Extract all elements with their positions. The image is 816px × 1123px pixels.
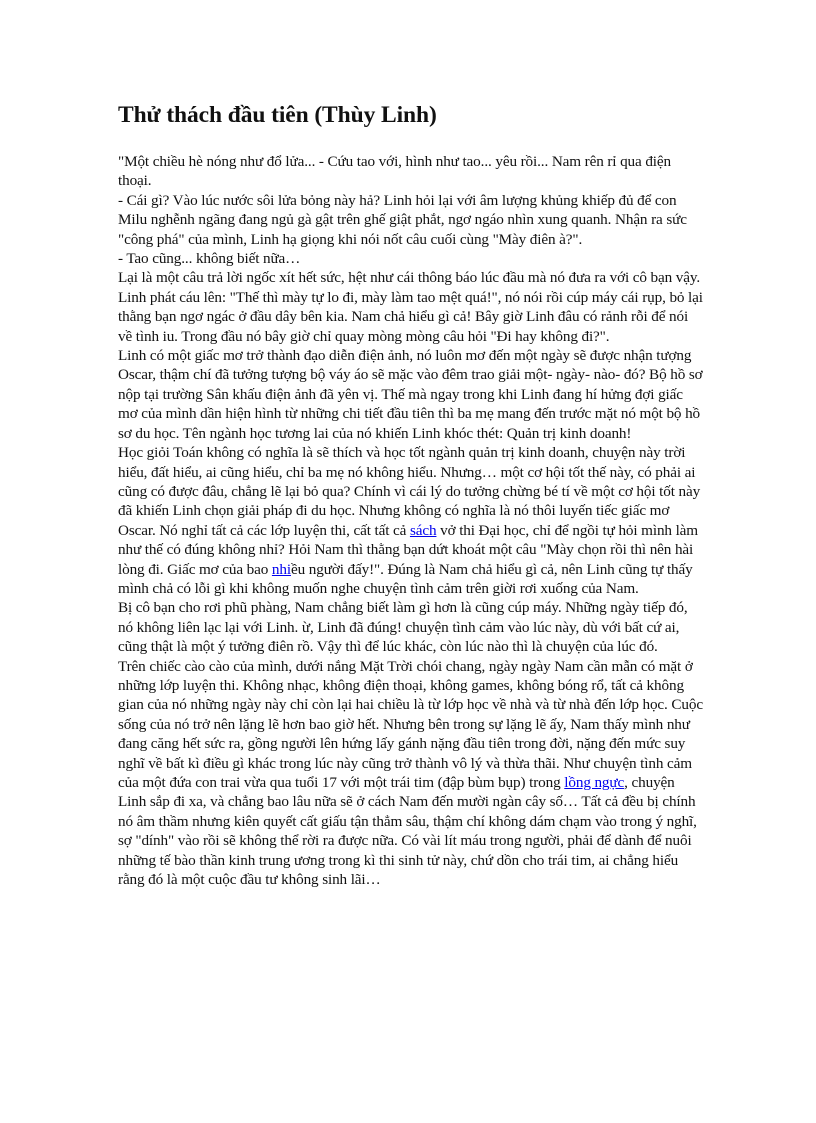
paragraph bbox=[118, 152, 703, 191]
document-title: Thử thách đầu tiên (Thùy Linh) bbox=[118, 102, 437, 128]
paragraph-text: Học giỏi Toán không có nghĩa là sẽ thích và học tốt ngành quản trị kinh doanh, chuyện này trời hiểu, đất hiểu, ai cũng hiểu, chỉ ba mẹ nó không hiểu. Nhưng… một cơ hội tốt thế này, có phải ai cũng có được đâu, chẳng lẽ lại bỏ qua? Chính vì cái lý do tưởng chừng bé tí về một cơ hội tốt này đã khiến Linh chọn giải pháp đi du học. Nhưng không có nghĩa là nó thôi luyến tiếc giấc mơ Oscar. Nó nghỉ tất cả các lớp luyện thi, cất tất cả bbox=[118, 444, 701, 539]
link-long-nguc[interactable]: lồng ngực bbox=[564, 774, 625, 791]
document-page bbox=[118, 100, 703, 889]
paragraph-text: Bị cô bạn cho rơi phũ phàng, Nam chẳng biết làm gì hơn là cũng cúp máy. Những ngày tiếp đó, nó không liên lạc lại với Linh. ừ, Linh đã đúng! chuyện tình cảm vào lúc này, dù với bất cứ ai, cũng thật là một ý tưởng điên rồ. Vậy thì để lúc khác, còn lúc nào thì là chuyện của lúc đó. bbox=[118, 599, 688, 656]
paragraph bbox=[118, 598, 703, 656]
paragraph-text: - Tao cũng... không biết nữa… bbox=[118, 250, 301, 268]
paragraph bbox=[118, 657, 703, 890]
paragraph bbox=[118, 249, 703, 268]
paragraph-text: ều người đấy!". Đúng là Nam chả hiểu gì cả, nên Linh cũng tự thấy mình chả có lỗi gì khi không muốn nghe chuyện tình cảm trên giời rơi xuống của Nam. bbox=[118, 560, 693, 597]
document-body bbox=[118, 152, 703, 889]
link-sach[interactable]: sách bbox=[409, 521, 437, 539]
paragraph-text: - Cái gì? Vào lúc nước sôi lửa bỏng này hả? Linh hỏi lại với âm lượng khủng khiếp đủ để con Milu nghễnh ngãng đang ngủ gà gật trên ghế giật phắt, ngơ ngáo nhìn xung quanh. Nhận ra sức "công phá" của mình, Linh hạ giọng khi nói nốt câu cuối cùng "Mày điên à?". bbox=[118, 191, 687, 248]
paragraph-text: vở thi Đại học, chỉ để ngồi tự hỏi mình làm như thế có đúng không nhỉ? Hỏi Nam thì thằng bạn dứt khoát một câu "Mày chọn rồi thì nên hài lòng đi. Giấc mơ của bao bbox=[118, 521, 698, 578]
link-nhieu[interactable]: nhi bbox=[271, 560, 291, 578]
paragraph bbox=[118, 346, 703, 443]
paragraph-text: Linh có một giấc mơ trở thành đạo diễn điện ảnh, nó luôn mơ đến một ngày sẽ được nhận tượng Oscar, thậm chí đã tưởng tượng bộ váy áo sẽ mặc vào đêm trao giải một- ngày- nào- đó? Bộ hồ sơ nộp tại trường Sân khấu điện ảnh đã yên vị. Thế mà ngay trong khi Linh đang hí hửng đợi giấc mơ của mình dần hiện hình từ những chi tiết đầu tiên thì ba mẹ mang đến trước mặt nó một bộ hồ sơ du học. Tên ngành học tương lai của nó khiến Linh khóc thét: Quản trị kinh doanh! bbox=[118, 347, 703, 442]
paragraph-text: "Một chiều hè nóng như đổ lửa... - Cứu tao với, hình như tao... yêu rồi... Nam rên rỉ qua điện thoại. bbox=[118, 153, 671, 190]
paragraph-text: Trên chiếc cào cào của mình, dưới nắng Mặt Trời chói chang, ngày ngày Nam cần mẫn có mặt ở những lớp luyện thi. Không nhạc, không điện thoại, không games, không bóng rổ, tất cả không gian của nó những ngày này chỉ còn lại hai chiều là từ lớp học về nhà và từ nhà đến lớp học. Cuộc sống của nó trở nên lặng lẽ hơn bao giờ hết. Nhưng bên trong sự lặng lẽ ấy, Nam thấy mình như đang căng hết sức ra, gồng người lên hứng lấy gánh nặng đầu tiên trong đời, nặng đến mức suy nghĩ về bất kì điều gì khác trong lúc này cũng trở thành vô lý và thừa thãi. Như chuyện tình cảm của một đứa con trai vừa qua tuổi 17 với một trái tim (đập bùm bụp) trong bbox=[118, 657, 703, 791]
paragraph-text: , chuyện Linh sắp đi xa, và chẳng bao lâu nữa sẽ ở cách Nam đến mười ngàn cây số… Tất cả đều bị chính nó âm thầm nhưng kiên quyết cất giấu tận thẳm sâu, thậm chí không dám chạm vào trong ý nghĩ, sợ "dính" vào rồi sẽ không thể rời ra được nữa. Có vài lít máu trong người, phải để dành để nuôi những tế bào thần kinh trung ương trong kì thi sinh tử này, chứ dồn cho trái tim, ai chẳng hiểu rằng đó là một cuộc đầu tư không sinh lãi… bbox=[118, 774, 697, 889]
paragraph-text: Lại là một câu trả lời ngốc xít hết sức, hệt như cái thông báo lúc đầu mà nó đưa ra với cô bạn vậy. Linh phát cáu lên: "Thế thì mày tự lo đi, mày làm tao mệt quá!", nó nói rồi cúp máy cái rụp, bỏ lại thằng bạn ngơ ngác ở đầu dây bên kia. Nam chả hiểu gì cả! Bây giờ Linh đâu có rảnh rỗi để nói về tình iu. Trong đầu nó bây giờ chỉ quay mòng mòng câu hỏi "Đi hay không đi?". bbox=[118, 269, 703, 345]
paragraph bbox=[118, 443, 703, 598]
paragraph bbox=[118, 268, 703, 346]
paragraph bbox=[118, 191, 703, 249]
